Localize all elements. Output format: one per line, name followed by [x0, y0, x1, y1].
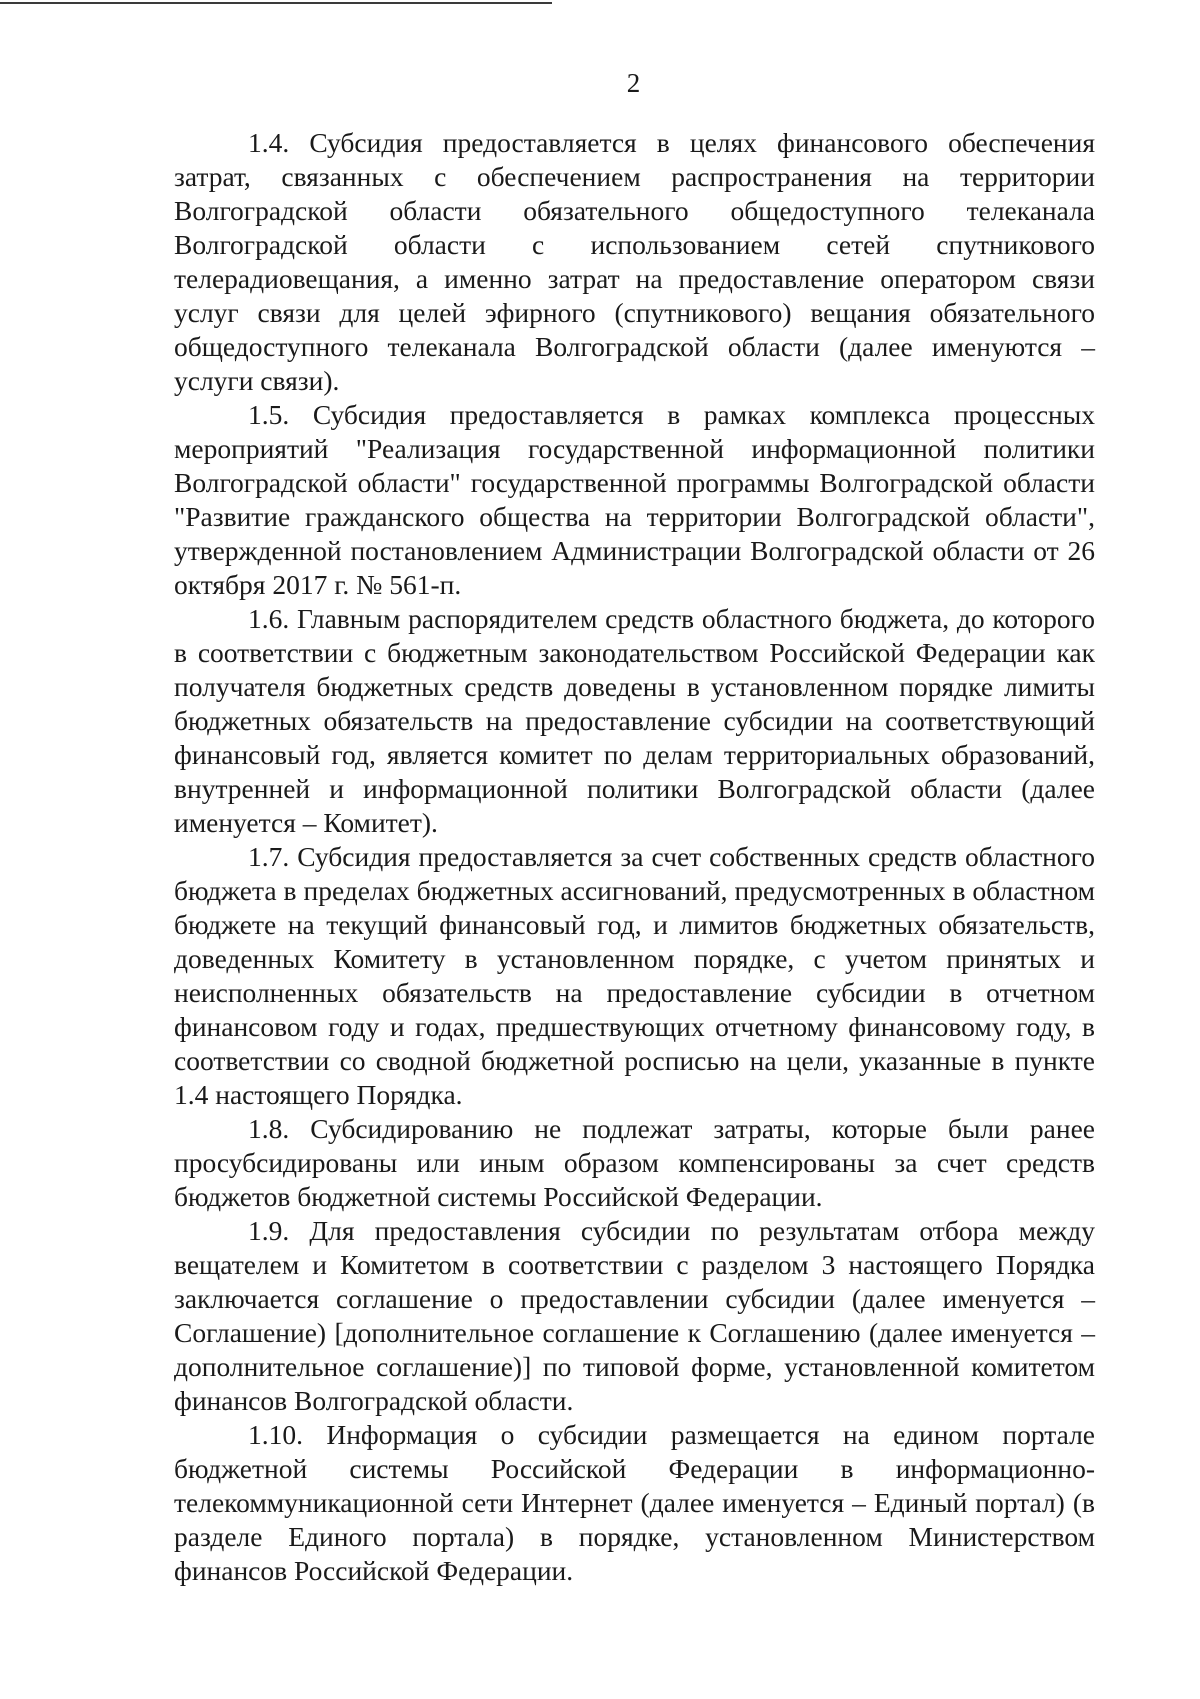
document-body	[174, 126, 1095, 1588]
page-number: 2	[626, 68, 641, 98]
paragraph-1-7: 1.7. Субсидия предоставляется за счет собственных средств областного бюджета в пределах бюджетных ассигнований, предусмотренных в областном бюджете на текущий финансовый год, и лимитов бюджетных обязательств, доведенных Комитету в установленном порядке, с учетом принятых и неисполненных обязательств на предоставление субсидии в отчетном финансовом году и годах, предшествующих отчетному финансовому году, в соответствии со сводной бюджетной росписью на цели, указанные в пункте 1.4 настоящего Порядка.	[174, 841, 1095, 1110]
paragraph-1-6: 1.6. Главным распорядителем средств областного бюджета, до которого в соответствии с бюджетным законодательством Российской Федерации как получателя бюджетных средств доведены в установленном порядке лимиты бюджетных обязательств на предоставление субсидии на соответствующий финансовый год, является комитет по делам территориальных образований, внутренней и информационной политики Волгоградской области (далее именуется – Комитет).	[174, 603, 1095, 838]
paragraph-1-8: 1.8. Субсидированию не подлежат затраты, которые были ранее просубсидированы или иным образом компенсированы за счет средств бюджетов бюджетной системы Российской Федерации.	[174, 1113, 1095, 1212]
scan-border-line	[0, 2, 552, 4]
paragraph-1-9: 1.9. Для предоставления субсидии по результатам отбора между вещателем и Комитетом в соответствии с разделом 3 настоящего Порядка заключается соглашение о предоставлении субсидии (далее именуется – Соглашение) [дополнительное соглашение к Соглашению (далее именуется – дополнительное соглашение)] по типовой форме, установленной комитетом финансов Волгоградской области.	[174, 1215, 1095, 1416]
paragraph-1-4: 1.4. Субсидия предоставляется в целях финансового обеспечения затрат, связанных с обеспечением распространения на территории Волгоградской области обязательного общедоступного телеканала Волгоградской области с использованием сетей спутникового телерадиовещания, а именно затрат на предоставление оператором связи услуг связи для целей эфирного (спутникового) вещания обязательного общедоступного телеканала Волгоградской области (далее именуются – услуги связи).	[174, 127, 1095, 396]
paragraph-1-10: 1.10. Информация о субсидии размещается на едином портале бюджетной системы Российской Федерации в информационно-телекоммуникационной сети Интернет (далее именуется – Единый портал) (в разделе Единого портала) в порядке, установленном Министерством финансов Российской Федерации.	[174, 1419, 1095, 1586]
paragraph-1-5: 1.5. Субсидия предоставляется в рамках комплекса процессных мероприятий "Реализация государственной информационной политики Волгоградской области" государственной программы Волгоградской области "Развитие гражданского общества на территории Волгоградской области", утвержденной постановлением Администрации Волгоградской области от 26 октября 2017 г. № 561-п.	[174, 399, 1095, 600]
